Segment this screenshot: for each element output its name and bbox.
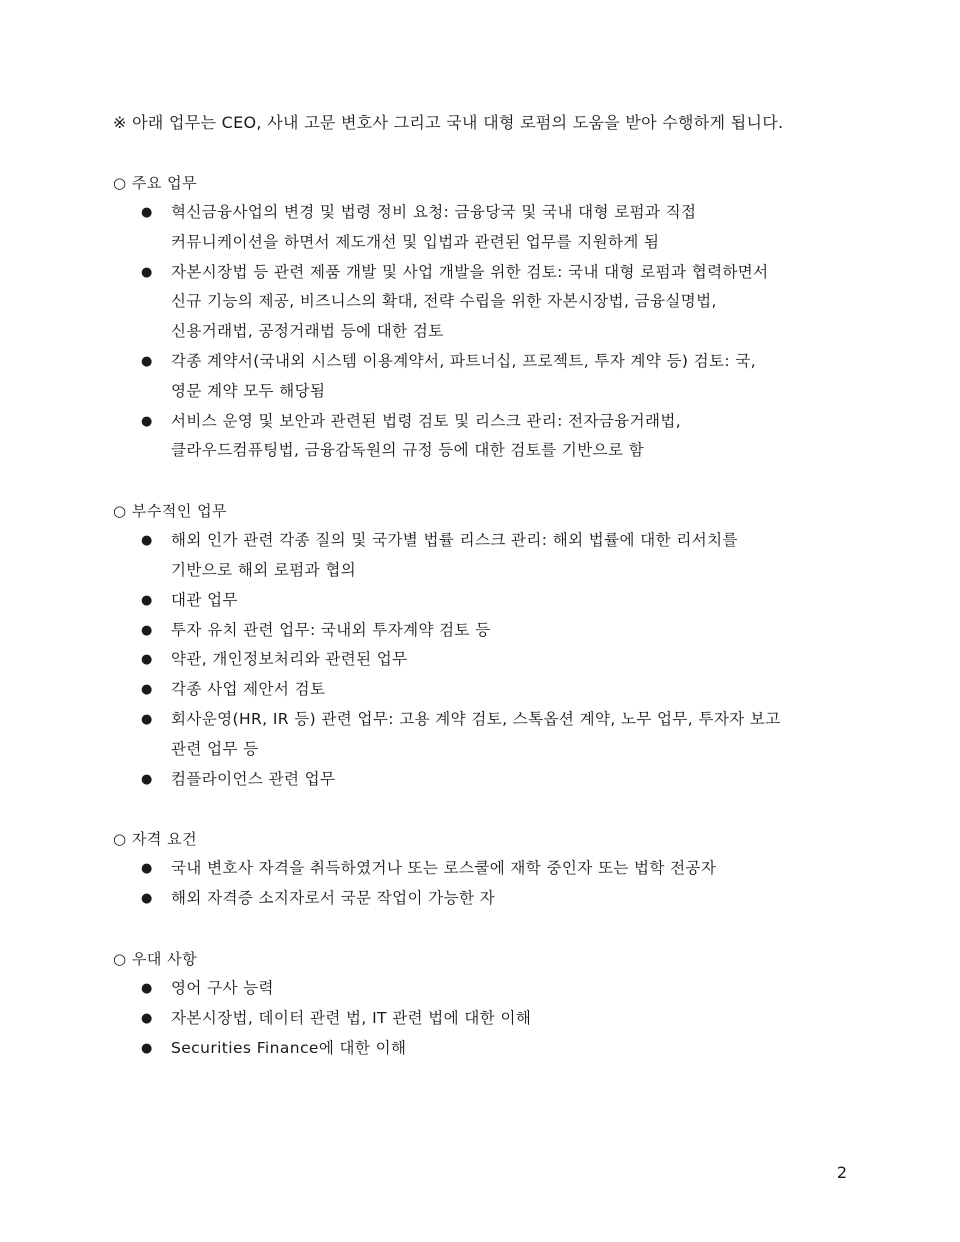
- list-item-line: 자본시장법, 데이터 관련 법, IT 관련 법에 대한 이해: [171, 1008, 532, 1027]
- list-item: [113, 586, 853, 616]
- bullet-icon: ●: [141, 891, 153, 907]
- bullet-list: [113, 854, 853, 914]
- list-item-line: 대관 업무: [171, 590, 238, 609]
- list-item: [113, 1004, 853, 1034]
- bullet-icon: ●: [141, 353, 153, 369]
- list-item: [113, 347, 853, 407]
- list-item: [113, 765, 853, 795]
- list-item-line: 기반으로 해외 로펌과 협의: [171, 560, 357, 579]
- bullet-icon: ●: [141, 264, 153, 280]
- bullet-icon: ●: [141, 592, 153, 608]
- list-item-line: 각종 사업 제안서 검토: [171, 680, 326, 699]
- bullet-icon: ●: [141, 205, 153, 220]
- bullet-icon: ●: [141, 771, 153, 787]
- bullet-icon: ●: [141, 861, 153, 877]
- list-item-line: 약관, 개인정보처리와 관련된 업무: [171, 650, 408, 669]
- section-title: ○ 부수적인 업무: [113, 502, 228, 521]
- list-item: [113, 854, 853, 884]
- list-item: [113, 974, 853, 1004]
- bullet-icon: ●: [141, 1010, 153, 1026]
- list-item-line: 각종 계약서(국내외 시스템 이용계약서, 파트너십, 프로젝트, 투자 계약 등) 검토: 국,: [171, 351, 757, 370]
- page-content: [113, 108, 853, 1063]
- page-number: 2: [836, 1163, 847, 1182]
- list-item: [113, 884, 853, 914]
- bullet-icon: ●: [141, 980, 153, 996]
- list-item-line: 신용거래법, 공정거래법 등에 대한 검토: [171, 322, 444, 341]
- bullet-icon: ●: [141, 682, 153, 698]
- list-item-line: 국내 변호사 자격을 취득하였거나 또는 로스쿨에 재학 중인자 또는 법학 전공자: [171, 859, 717, 878]
- list-item-line: 서비스 운영 및 보안과 관련된 법령 검토 및 리스크 관리: 전자금융거래법,: [171, 411, 682, 430]
- bullet-icon: ●: [141, 622, 153, 638]
- bullet-list: [113, 526, 853, 794]
- list-item-line: 커뮤니케이션을 하면서 제도개선 및 입법과 관련된 업무를 지원하게 됨: [171, 232, 660, 251]
- list-item-line: 회사운영(HR, IR 등) 관련 업무: 고용 계약 검토, 스톡옵션 계약, 노무 업무, 투자자 보고: [171, 709, 781, 728]
- list-item: [113, 258, 853, 347]
- list-item-line: 신규 기능의 제공, 비즈니스의 확대, 전략 수립을 위한 자본시장법, 금융실명법,: [171, 292, 717, 311]
- bullet-icon: ●: [141, 711, 153, 727]
- list-item: [113, 526, 853, 586]
- list-item-line: 클라우드컴퓨팅법, 금융감독원의 규정 등에 대한 검토를 기반으로 함: [171, 441, 645, 460]
- section-title: ○ 우대 사항: [113, 949, 198, 968]
- list-item-line: 해외 자격증 소지자로서 국문 작업이 가능한 자: [171, 889, 496, 908]
- section-2: [113, 824, 853, 914]
- sections-container: [113, 168, 853, 1063]
- list-item-line: 컴플라이언스 관련 업무: [171, 769, 336, 788]
- list-item: [113, 645, 853, 675]
- list-item-line: 관련 업무 등: [171, 739, 259, 758]
- list-item-line: 자본시장법 등 관련 제품 개발 및 사업 개발을 위한 검토: 국내 대형 로펌과 협력하면서: [171, 262, 769, 281]
- list-item-line: 투자 유치 관련 업무: 국내외 투자계약 검토 등: [171, 620, 491, 639]
- list-item: [113, 705, 853, 765]
- bullet-icon: ●: [141, 652, 153, 668]
- bullet-icon: ●: [141, 413, 153, 429]
- section-3: [113, 944, 853, 1063]
- bullet-list: [113, 198, 853, 466]
- list-item: [113, 1034, 853, 1064]
- list-item: [113, 407, 853, 467]
- list-item: [113, 675, 853, 705]
- list-item-line: Securities Finance에 대한 이해: [171, 1038, 407, 1057]
- section-title: ○ 주요 업무: [113, 174, 198, 192]
- section-0: [113, 168, 853, 466]
- list-item: [113, 198, 853, 258]
- bullet-list: [113, 974, 853, 1063]
- list-item-line: 영문 계약 모두 해당됨: [171, 381, 326, 400]
- list-item-line: 혁신금융사업의 변경 및 법령 정비 요청: 금융당국 및 국내 대형 로펌과 직접: [171, 203, 697, 221]
- bullet-icon: ●: [141, 533, 153, 549]
- section-title: ○ 자격 요건: [113, 830, 198, 849]
- list-item-line: 해외 인가 관련 각종 질의 및 국가별 법률 리스크 관리: 해외 법률에 대한 리서치를: [171, 531, 738, 550]
- section-1: [113, 496, 853, 794]
- list-item-line: 영어 구사 능력: [171, 978, 274, 997]
- bullet-icon: ●: [141, 1040, 153, 1056]
- intro-note: ※ 아래 업무는 CEO, 사내 고문 변호사 그리고 국내 대형 로펌의 도움을 받아 수행하게 됩니다.: [113, 113, 784, 132]
- list-item: [113, 616, 853, 646]
